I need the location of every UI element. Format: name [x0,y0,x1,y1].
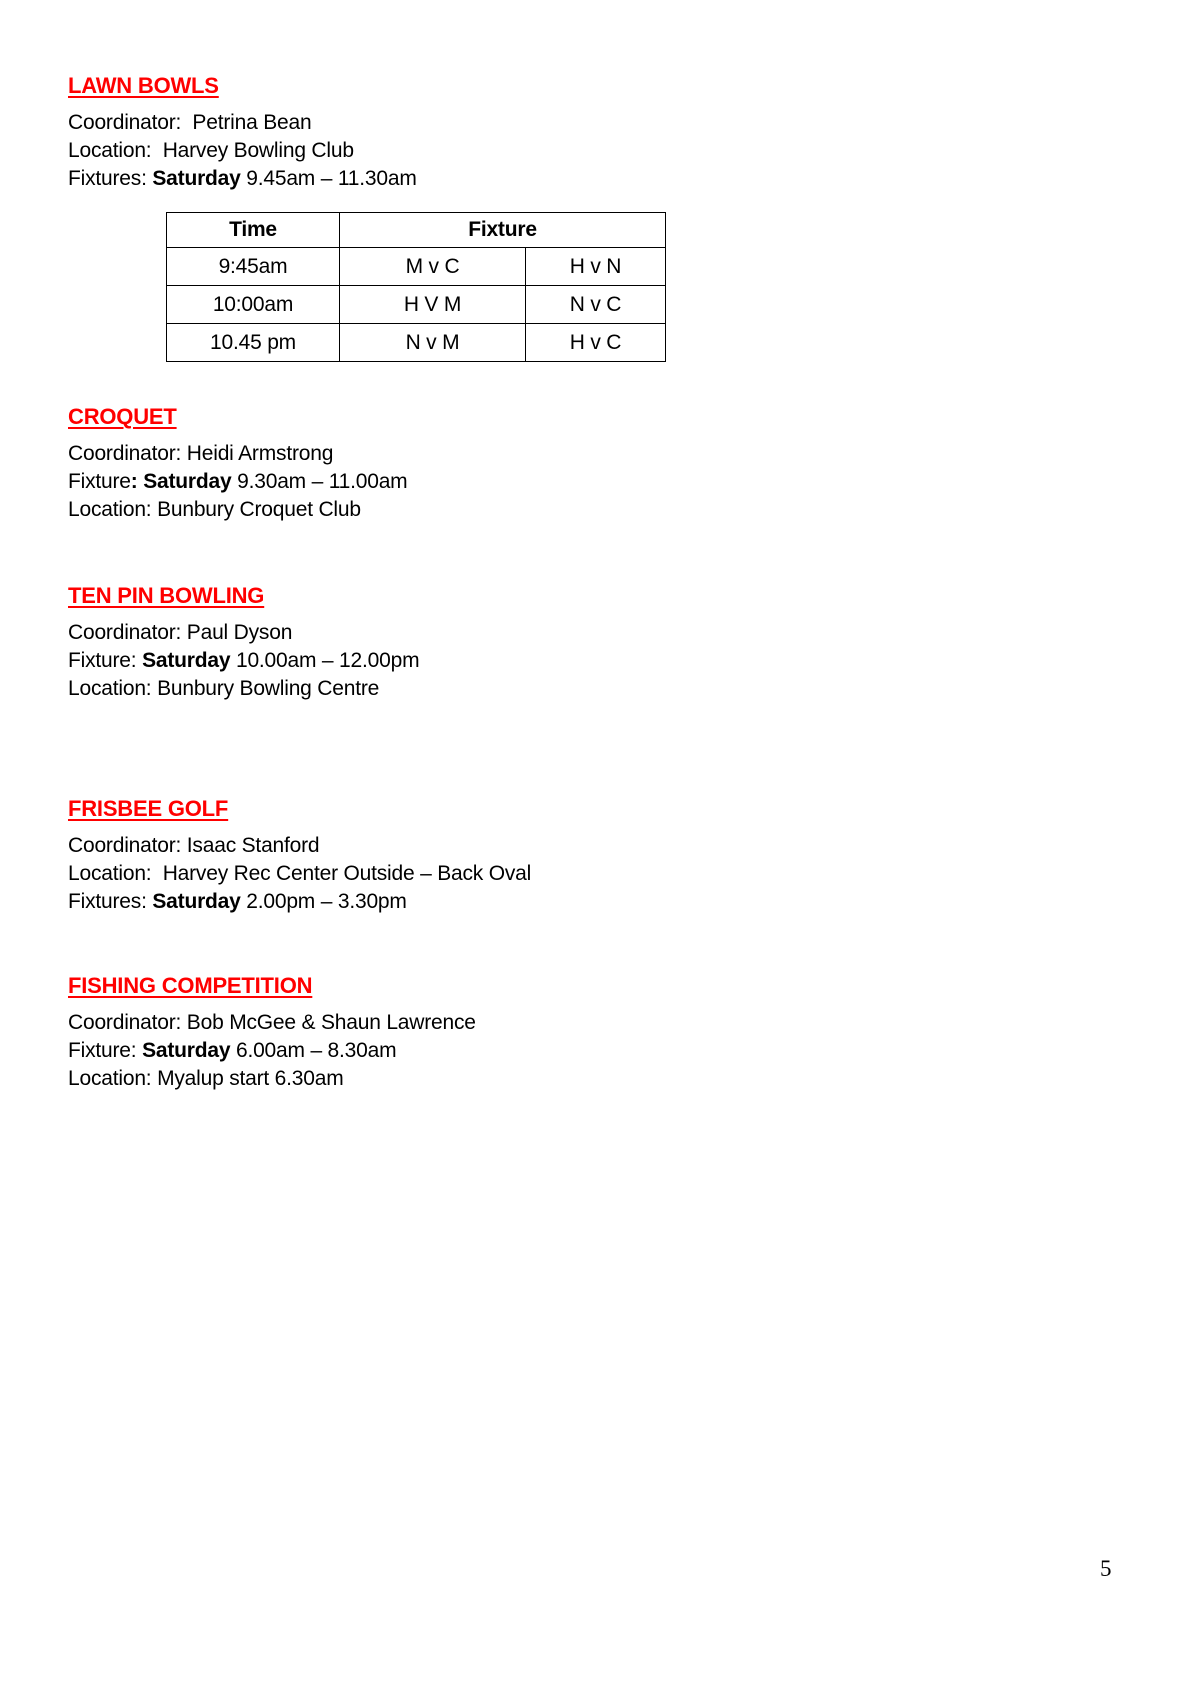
table-cell-fixture: N v C [526,286,666,324]
section-frisbee-golf [68,794,1121,916]
section-heading-ten-pin-bowling: TEN PIN BOWLING [68,583,265,608]
location-line [68,137,1121,165]
line-bold: Saturday [142,649,231,672]
section-heading-frisbee-golf: FRISBEE GOLF [68,796,229,821]
line-text: Coordinator: Petrina Bean [68,111,312,134]
line-text: Fixture [68,470,131,493]
line-text: 6.00am – 8.30am [230,1039,397,1062]
table-cell-fixture: H v N [526,248,666,286]
table-header-time: Time [167,213,340,248]
line-text: Location: Myalup start 6.30am [68,1067,344,1090]
line-text: Location: Harvey Rec Center Outside – Back Oval [68,862,532,885]
line-text: Location: Harvey Bowling Club [68,139,354,162]
table-cell-fixture: N v M [340,324,526,362]
table-cell-fixture: H V M [340,286,526,324]
table-header-row [167,213,666,248]
line-text: Fixture: [68,649,143,672]
section-heading-lawn-bowls: LAWN BOWLS [68,73,219,98]
line-bold: Saturday [152,167,241,190]
section-lawn-bowls [68,71,1121,193]
location-line [68,675,1121,703]
table-header-fixture: Fixture [340,213,666,248]
fixture-line [68,165,1121,193]
table-row [167,286,666,324]
line-text: Coordinator: Heidi Armstrong [68,442,334,465]
coordinator-line [68,1009,1121,1037]
location-line [68,860,1121,888]
page-number: 5 [1100,1556,1112,1581]
section-heading-fishing-competition: FISHING COMPETITION [68,973,313,998]
table-row [167,248,666,286]
table-cell-fixture: M v C [340,248,526,286]
line-text: Coordinator: Paul Dyson [68,621,293,644]
section-heading-croquet: CROQUET [68,404,177,429]
location-line [68,496,1121,524]
fixture-line [68,468,1121,496]
line-bold: Saturday [152,890,241,913]
line-text: Location: Bunbury Bowling Centre [68,677,380,700]
line-text: 9.45am – 11.30am [240,167,417,190]
line-text: 10.00am – 12.00pm [230,649,420,672]
fixture-line [68,888,1121,916]
line-text: Location: Bunbury Croquet Club [68,498,361,521]
line-text: Coordinator: Bob McGee & Shaun Lawrence [68,1011,476,1034]
line-text: Fixture: [68,1039,143,1062]
fixture-line [68,1037,1121,1065]
table-cell-fixture: H v C [526,324,666,362]
table-row [167,324,666,362]
section-fishing-competition [68,971,1121,1093]
section-croquet [68,402,1121,524]
line-text: Fixtures: [68,890,153,913]
location-line [68,1065,1121,1093]
line-bold: : Saturday [130,470,232,493]
coordinator-line [68,109,1121,137]
table-cell-time: 10.45 pm [167,324,340,362]
coordinator-line [68,619,1121,647]
line-bold: Saturday [142,1039,231,1062]
table-cell-time: 9:45am [167,248,340,286]
line-text: 9.30am – 11.00am [231,470,408,493]
line-text: Fixtures: [68,167,153,190]
fixtures-table [166,212,666,362]
section-ten-pin-bowling [68,581,1121,703]
line-text: Coordinator: Isaac Stanford [68,834,320,857]
table-cell-time: 10:00am [167,286,340,324]
fixture-line [68,647,1121,675]
line-text: 2.00pm – 3.30pm [240,890,407,913]
coordinator-line [68,440,1121,468]
coordinator-line [68,832,1121,860]
